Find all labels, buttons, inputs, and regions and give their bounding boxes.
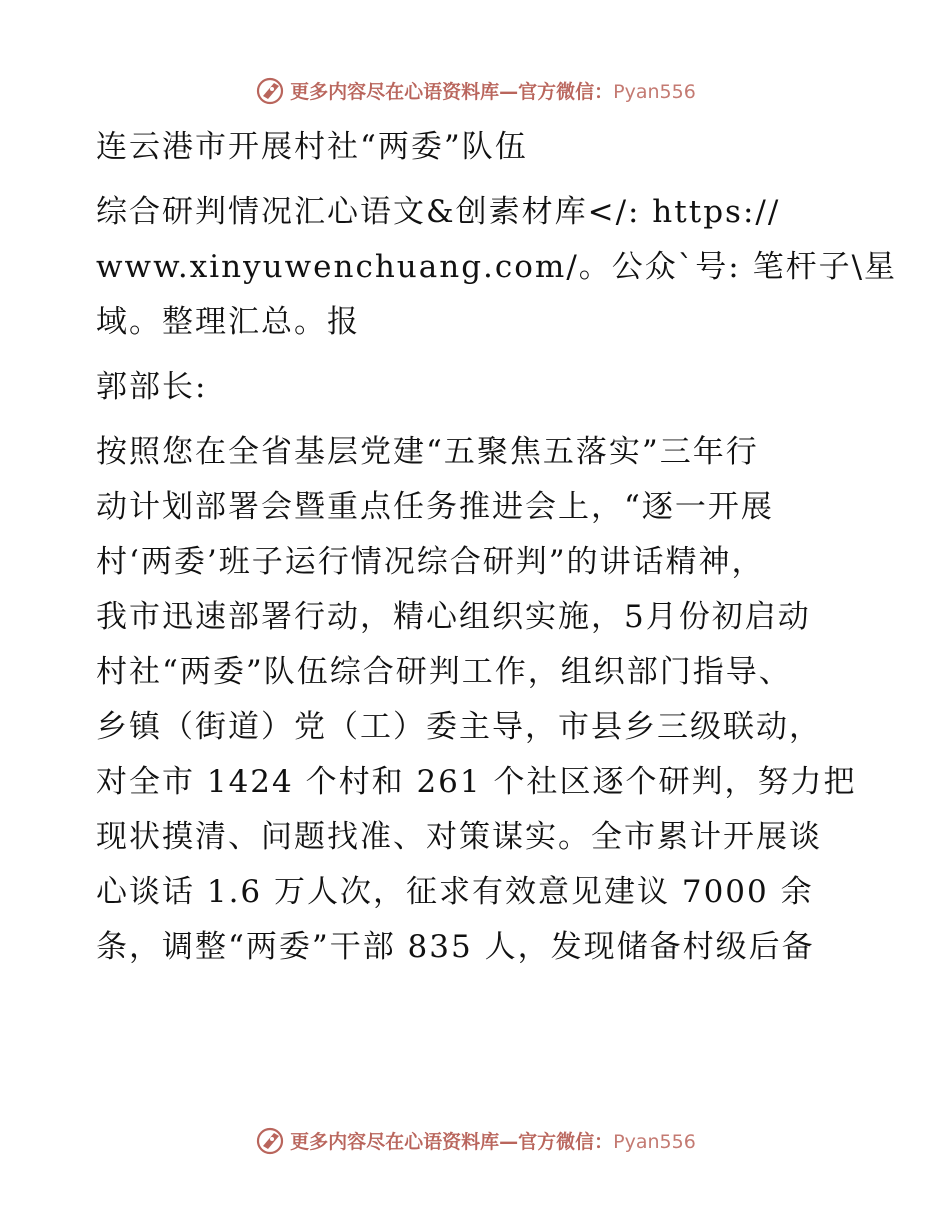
document-title-line: 连云港市开展村社“两委”队伍: [96, 129, 528, 165]
footer-watermark-banner: [0, 1120, 950, 1160]
paragraph-line: 条，调整“两委”干部 835 人，发现储备村级后备: [96, 929, 815, 965]
salutation: 郭部长:: [96, 369, 208, 405]
watermark-label: 更多内容尽在心语资料库—官方微信：: [290, 80, 614, 103]
paragraph-line: 村‘两委’班子运行情况综合研判”的讲话精神，: [96, 544, 765, 580]
pen-nib-logo-icon: [254, 1124, 286, 1156]
paragraph-line: 现状摸清、问题找准、对策谋实。全市累计开展谈: [96, 819, 822, 855]
watermark-wechat-id: Pyan556: [613, 1130, 696, 1153]
paragraph-line: 乡镇（街道）党（工）委主导，市县乡三级联动，: [96, 709, 822, 745]
paragraph-line: 村社“两委”队伍综合研判工作，组织部门指导、: [96, 654, 792, 690]
watermark-wechat-id: Pyan556: [613, 80, 696, 103]
watermark-text: [290, 77, 696, 104]
paragraph-line: 我市迅速部署行动，精心组织实施，5月份初启动: [96, 599, 811, 635]
watermark-text: [290, 1127, 696, 1154]
paragraph-line: 心谈话 1.6 万人次，征求有效意见建议 7000 余: [96, 874, 814, 910]
watermark-label: 更多内容尽在心语资料库—官方微信：: [290, 1130, 614, 1153]
paragraph-line: 对全市 1424 个村和 261 个社区逐个研判，努力把: [96, 764, 857, 800]
paragraph-line: 动计划部署会暨重点任务推进会上，“逐一开展: [96, 489, 774, 525]
header-watermark-banner: [0, 70, 950, 110]
document-subtitle-line: www.xinyuwenchuang.com/。公众`号: 笔杆子\星: [96, 249, 898, 285]
document-body: [96, 120, 898, 975]
document-subtitle-line: 综合研判情况汇心语文&创素材库</: https://: [96, 194, 781, 230]
pen-nib-logo-icon: [254, 74, 286, 106]
document-subtitle-line: 域。整理汇总。报: [96, 304, 360, 340]
paragraph-line: 按照您在全省基层党建“五聚焦五落实”三年行: [96, 434, 759, 470]
